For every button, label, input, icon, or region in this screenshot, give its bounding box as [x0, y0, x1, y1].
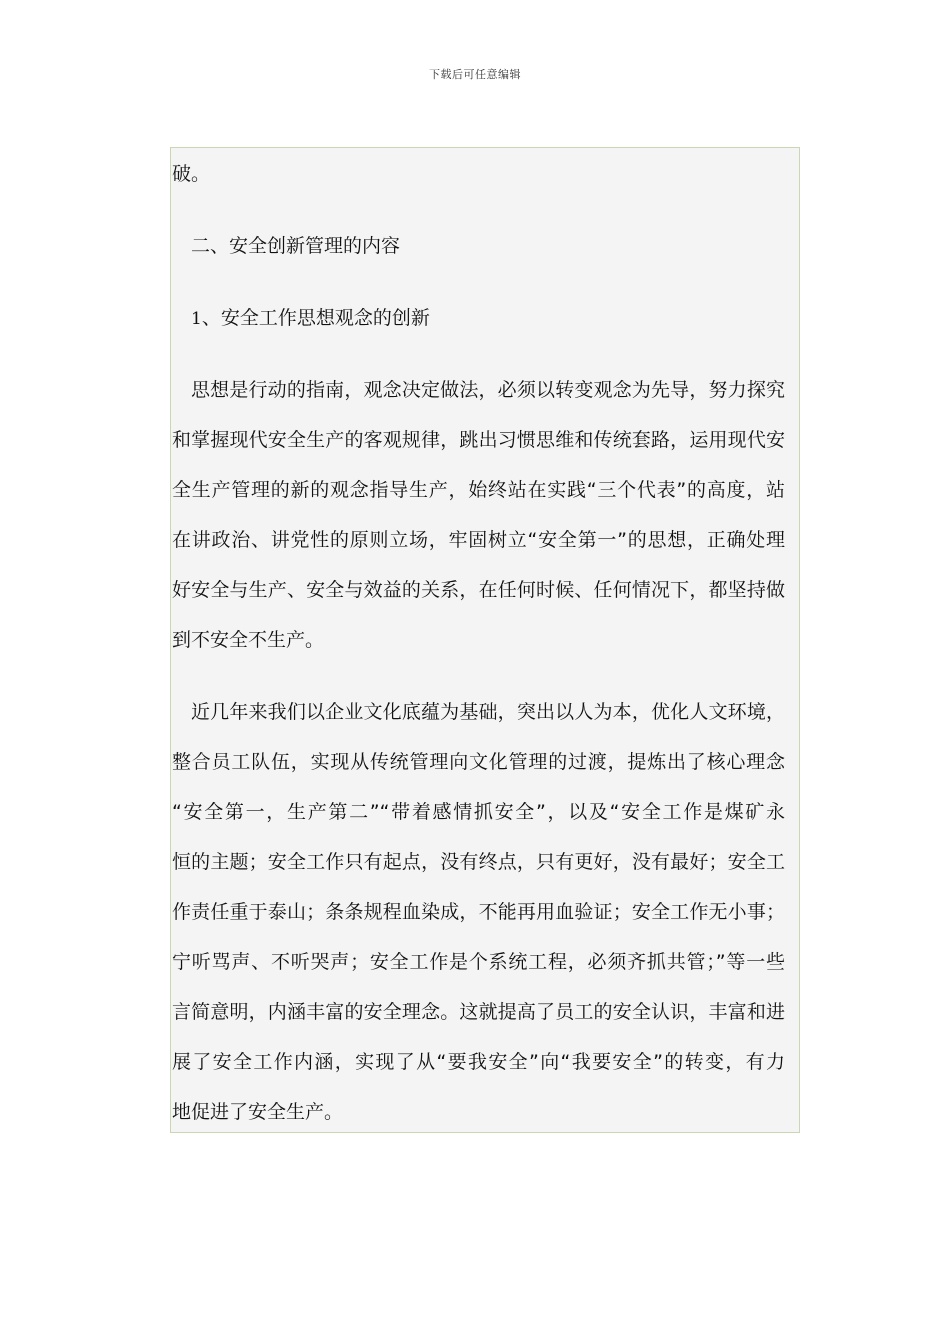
paragraph2-line: 整合员工队伍，实现从传统管理向文化管理的过渡，提炼出了核心理念 [172, 751, 785, 773]
paragraph2-line: 地促进了安全生产。 [172, 1101, 344, 1123]
paragraph2-line: “安全第一，生产第二”“带着感情抓安全”，以及“安全工作是煤矿永 [172, 801, 785, 823]
subheading [172, 306, 430, 331]
page-header: 下载后可任意编辑 [429, 68, 521, 81]
document-text-block [170, 147, 800, 1133]
section-heading: 二、安全创新管理的内容 [191, 235, 401, 257]
paragraph1-line: 到不安全不生产。 [172, 629, 325, 651]
paragraph2-line: 作责任重于泰山；条条规程血染成，不能再用血验证；安全工作无小事； [172, 901, 785, 923]
paragraph2-line: 言简意明，内涵丰富的安全理念。这就提高了员工的安全认识，丰富和进 [172, 1001, 785, 1023]
paragraph2-line: 近几年来我们以企业文化底蕴为基础，突出以人为本，优化人文环境， [191, 701, 785, 723]
paragraph2-line: 宁听骂声、不听哭声；安全工作是个系统工程，必须齐抓共管；”等一些 [172, 951, 785, 973]
paragraph1-line: 和掌握现代安全生产的客观规律，跳出习惯思维和传统套路，运用现代安 [172, 429, 785, 451]
paragraph1-line: 全生产管理的新的观念指导生产，始终站在实践“三个代表”的高度，站 [172, 479, 785, 501]
subheading-text: 、安全工作思想观念的创新 [201, 307, 430, 329]
paragraph1-line: 好安全与生产、安全与效益的关系，在任何时候、任何情况下，都坚持做 [172, 579, 785, 601]
intro-tail-line: 破。 [172, 163, 211, 185]
paragraph1-line: 思想是行动的指南，观念决定做法，必须以转变观念为先导，努力探究 [191, 379, 785, 401]
subheading-number: 1 [191, 309, 202, 329]
paragraph2-line: 展了安全工作内涵，实现了从“要我安全”向“我要安全”的转变，有力 [172, 1051, 785, 1073]
paragraph2-line: 恒的主题；安全工作只有起点，没有终点，只有更好，没有最好；安全工 [172, 851, 785, 873]
paragraph1-line: 在讲政治、讲党性的原则立场，牢固树立“安全第一”的思想，正确处理 [172, 529, 785, 551]
